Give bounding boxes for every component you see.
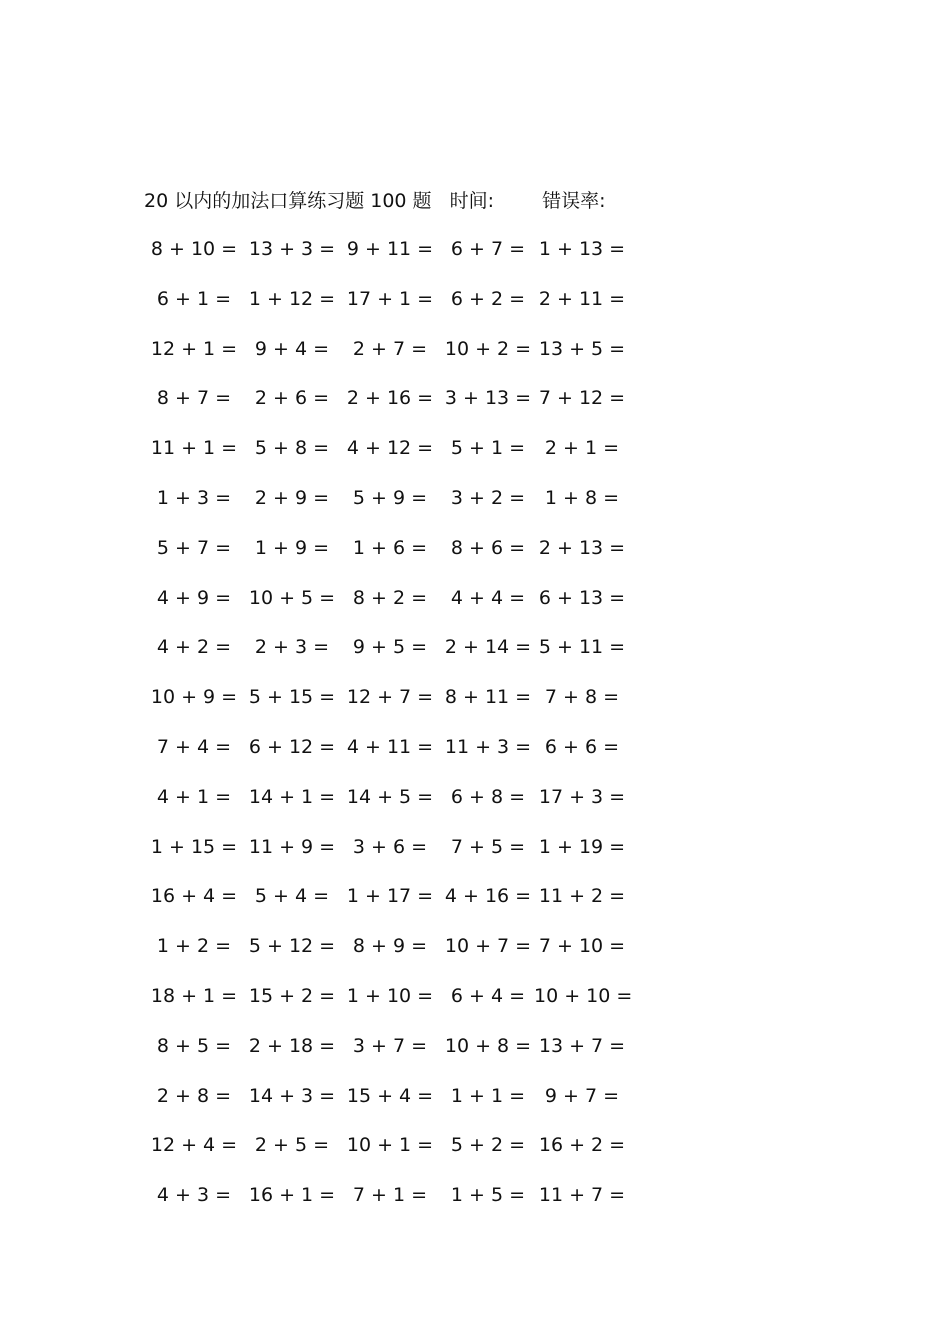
time-label: 时间: [449,190,495,212]
addition-problem: 12 + 7 = [346,686,434,709]
problem-row [146,732,626,782]
addition-problem: 15 + 4 = [346,1084,434,1107]
addition-problem: 4 + 11 = [346,735,434,758]
addition-problem: 10 + 1 = [346,1134,434,1157]
problem-row [146,682,626,732]
addition-problem: 7 + 1 = [352,1184,428,1207]
problem-row [146,1130,626,1180]
addition-problem: 6 + 4 = [450,984,526,1007]
addition-problem: 3 + 6 = [352,835,428,858]
addition-problem: 7 + 12 = [538,387,626,410]
addition-problem: 8 + 11 = [444,686,532,709]
addition-problem: 11 + 1 = [150,437,238,460]
addition-problem: 2 + 6 = [254,387,330,410]
addition-problem: 1 + 3 = [156,486,232,509]
worksheet-header [144,186,605,216]
problem-row [146,981,633,1031]
problem-row [146,881,626,931]
problem-row [146,533,626,583]
problem-row [146,832,626,882]
addition-problem: 1 + 1 = [450,1084,526,1107]
addition-problem: 1 + 15 = [150,835,238,858]
addition-problem: 2 + 11 = [538,287,626,310]
addition-problem: 4 + 2 = [156,636,232,659]
addition-problem: 2 + 16 = [346,387,434,410]
addition-problem: 5 + 4 = [254,885,330,908]
addition-problem: 8 + 5 = [156,1034,232,1057]
problem-row [146,782,626,832]
addition-problem: 2 + 8 = [156,1084,232,1107]
addition-problem: 2 + 5 = [254,1134,330,1157]
addition-problem: 1 + 6 = [352,536,428,559]
addition-problem: 5 + 11 = [538,636,626,659]
addition-problem: 1 + 5 = [450,1184,526,1207]
addition-problem: 6 + 1 = [156,287,232,310]
addition-problem: 10 + 8 = [444,1034,532,1057]
addition-problem: 2 + 1 = [544,437,620,460]
addition-problem: 4 + 9 = [156,586,232,609]
addition-problem: 12 + 1 = [150,337,238,360]
addition-problem: 9 + 11 = [346,238,434,260]
problem-row [146,433,626,483]
addition-problem: 5 + 9 = [352,486,428,509]
problem-row [146,234,626,284]
addition-problem: 5 + 15 = [248,686,336,709]
problem-row [146,383,626,433]
addition-problem: 16 + 1 = [248,1184,336,1207]
addition-problem: 6 + 6 = [544,735,620,758]
addition-problem: 2 + 14 = [444,636,532,659]
addition-problem: 2 + 9 = [254,486,330,509]
addition-problem: 11 + 2 = [538,885,626,908]
addition-problem: 4 + 4 = [450,586,526,609]
addition-problem: 2 + 18 = [248,1034,336,1057]
addition-problem: 5 + 7 = [156,536,232,559]
addition-problem: 3 + 7 = [352,1034,428,1057]
problem-row [146,931,626,981]
problem-row [146,483,626,533]
addition-problem: 9 + 7 = [544,1084,620,1107]
addition-problem: 14 + 1 = [248,785,336,808]
addition-problem: 6 + 7 = [450,238,526,260]
addition-problem: 3 + 2 = [450,486,526,509]
addition-problem: 4 + 3 = [156,1184,232,1207]
addition-problem: 11 + 3 = [444,735,532,758]
addition-problem: 14 + 5 = [346,785,434,808]
addition-problem: 8 + 10 = [150,238,238,260]
addition-problem: 12 + 4 = [150,1134,238,1157]
addition-problem: 13 + 5 = [538,337,626,360]
problem-row [146,632,626,682]
addition-problem: 1 + 17 = [346,885,434,908]
addition-problem: 1 + 9 = [254,536,330,559]
addition-problem: 10 + 9 = [150,686,238,709]
addition-problem: 7 + 5 = [450,835,526,858]
addition-problem: 6 + 12 = [248,735,336,758]
addition-problem: 11 + 7 = [538,1184,626,1207]
addition-problem: 9 + 4 = [254,337,330,360]
addition-problem: 4 + 12 = [346,437,434,460]
addition-problem: 4 + 1 = [156,785,232,808]
addition-problem: 16 + 4 = [150,885,238,908]
addition-problem: 7 + 4 = [156,735,232,758]
addition-problem: 8 + 6 = [450,536,526,559]
addition-problem: 13 + 7 = [538,1034,626,1057]
addition-problem: 15 + 2 = [248,984,336,1007]
addition-problem: 6 + 13 = [538,586,626,609]
addition-problem: 7 + 8 = [544,686,620,709]
addition-problem: 1 + 10 = [346,984,434,1007]
addition-problem: 13 + 3 = [248,238,336,260]
addition-problem: 10 + 2 = [444,337,532,360]
addition-problem: 1 + 12 = [248,287,336,310]
addition-problem: 3 + 13 = [444,387,532,410]
addition-problem: 6 + 2 = [450,287,526,310]
addition-problem: 2 + 3 = [254,636,330,659]
addition-problem: 5 + 8 = [254,437,330,460]
addition-problem: 1 + 13 = [538,238,626,260]
addition-problem: 18 + 1 = [150,984,238,1007]
addition-problem: 10 + 7 = [444,935,532,958]
addition-problem: 9 + 5 = [352,636,428,659]
addition-problem: 2 + 7 = [352,337,428,360]
addition-problem: 5 + 2 = [450,1134,526,1157]
addition-problem: 5 + 12 = [248,935,336,958]
problem-row [146,1031,626,1081]
problem-row [146,1180,626,1230]
addition-problem: 1 + 8 = [544,486,620,509]
problem-row [146,1081,626,1131]
problem-row [146,334,626,384]
error-rate-label: 错误率: [542,190,606,212]
addition-problem: 14 + 3 = [248,1084,336,1107]
addition-problem: 11 + 9 = [248,835,336,858]
addition-problem: 17 + 1 = [346,287,434,310]
addition-problem: 6 + 8 = [450,785,526,808]
addition-problem: 1 + 19 = [538,835,626,858]
addition-problem: 10 + 10 = [534,984,633,1007]
addition-problem: 8 + 9 = [352,935,428,958]
addition-problem: 17 + 3 = [538,785,626,808]
worksheet-title: 20 以内的加法口算练习题 100 题 [144,190,432,212]
addition-problem: 5 + 1 = [450,437,526,460]
addition-problem: 1 + 2 = [156,935,232,958]
problem-grid [146,234,633,1230]
addition-problem: 16 + 2 = [538,1134,626,1157]
problem-row [146,583,626,633]
addition-problem: 7 + 10 = [538,935,626,958]
addition-problem: 8 + 2 = [352,586,428,609]
addition-problem: 4 + 16 = [444,885,532,908]
addition-problem: 2 + 13 = [538,536,626,559]
addition-problem: 10 + 5 = [248,586,336,609]
addition-problem: 8 + 7 = [156,387,232,410]
problem-row [146,284,626,334]
